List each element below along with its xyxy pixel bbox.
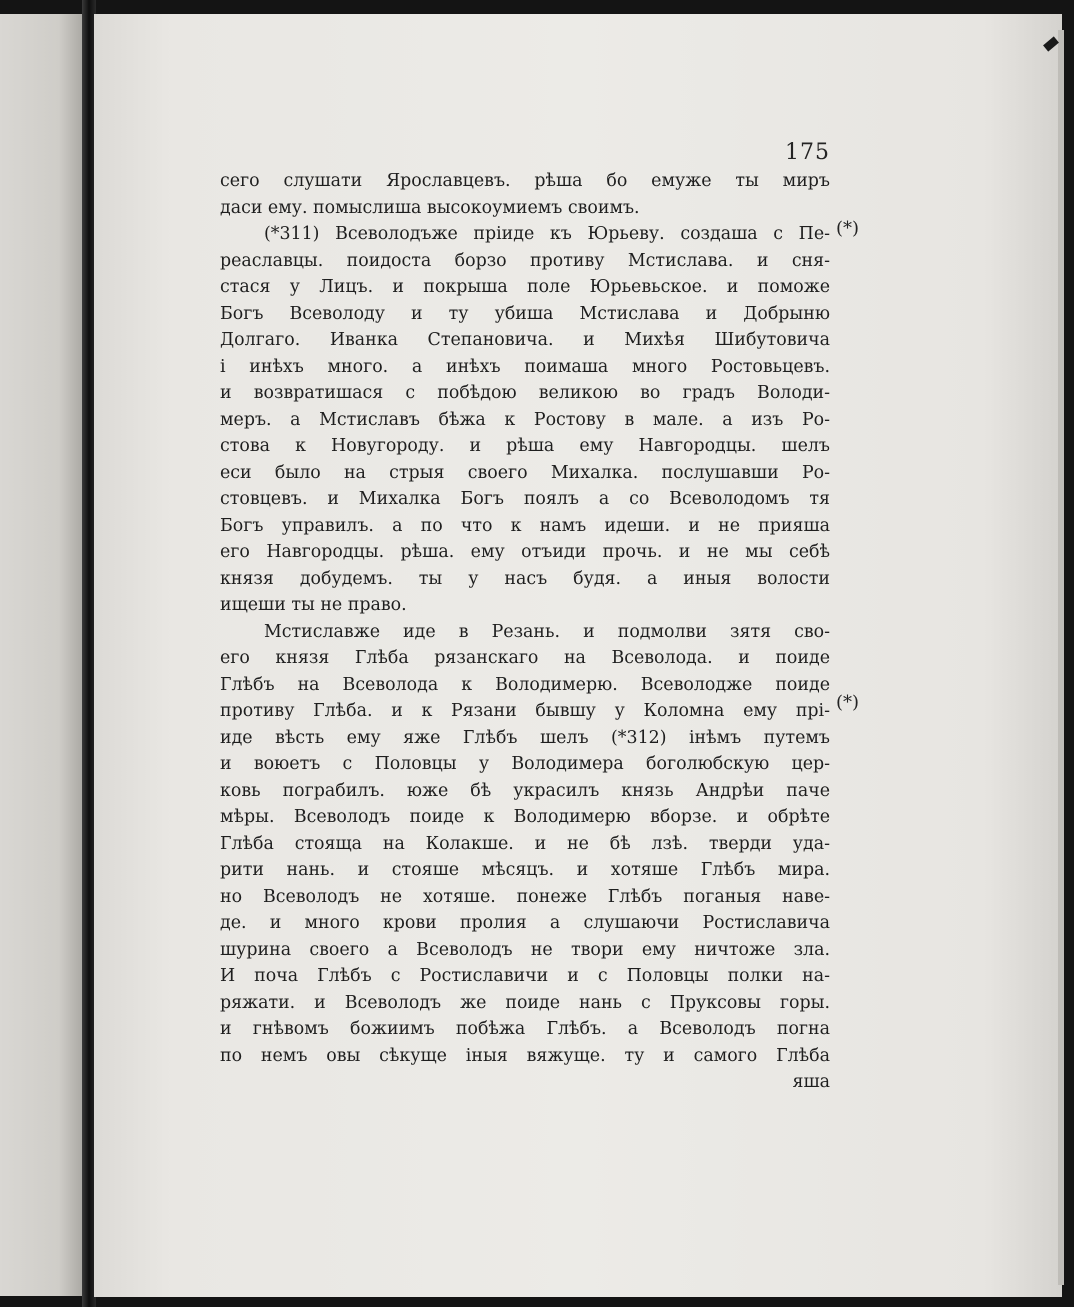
text-line: і инѣхъ много. а инѣхъ поимаша много Ростовьцевъ. <box>220 356 830 377</box>
text-line: даси ему. помыслиша высокоумиемъ своимъ. <box>220 197 640 218</box>
text-line: по немъ овы сѣкуще іныя вяжуще. ту и самого Глѣба <box>220 1045 830 1066</box>
text-line: де. и много крови пролия а слушаючи Ростиславича <box>220 913 830 933</box>
page-number: 175 <box>785 140 830 165</box>
text-line: реаславцы. поидоста борзо противу Мстислава. и сня- <box>220 250 830 271</box>
text-line: мѣры. Всеволодъ поиде к Володимерю вборзе. и обрѣте <box>220 807 830 827</box>
text-line: и воюетъ с Половцы у Володимера боголюбскую цер- <box>220 754 830 774</box>
text-line: стовцевъ. и Михалка Богъ поялъ а со Всеволодомъ тя <box>220 489 830 509</box>
text-line: и гнѣвомъ божиимъ побѣжа Глѣбъ. а Всеволодъ погна <box>220 1019 830 1039</box>
text-line: меръ. а Мстиславъ бѣжа к Ростову в мале. а изъ Ро- <box>220 409 830 430</box>
text-line: Долгаго. Иванка Степановича. и Михѣя Шибутовича <box>220 330 830 350</box>
text-line: но Всеволодъ не хотяше. понеже Глѣбъ поганыя наве- <box>220 886 830 907</box>
text-line: его князя Глѣба рязанскаго на Всеволода. и поиде <box>220 648 830 668</box>
catchword: яша <box>792 1072 830 1092</box>
text-line: князя добудемъ. ты у насъ будя. а иныя волости <box>220 568 830 589</box>
text-line: стова к Новугороду. и рѣша ему Навгородцы. шелъ <box>220 436 830 456</box>
facing-page-edge <box>0 14 84 1296</box>
text-line: ковь пограбилъ. юже бѣ украсилъ князь Андрѣи паче <box>220 780 830 801</box>
page-fore-edge <box>1058 30 1064 1285</box>
text-line: иде вѣсть ему яже Глѣбъ шелъ (*312) інѣмъ путемъ <box>220 727 830 748</box>
text-line: его Навгородцы. рѣша. ему отъиди прочь. и не мы себѣ <box>220 542 830 562</box>
text-line: шурина своего а Всеволодъ не твори ему ничтоже зла. <box>220 939 830 960</box>
text-line: противу Глѣба. и к Рязани бывшу у Коломна ему прі- <box>220 701 830 721</box>
text-line: Мстиславже иде в Резань. и подмолви зятя сво- <box>264 621 830 642</box>
text-line: ищеши ты не право. <box>220 595 407 615</box>
margin-footnote-marker: (*) <box>836 218 860 239</box>
body-text <box>220 168 830 1096</box>
text-line: Богъ управилъ. а по что к намъ идеши. и не прияша <box>220 515 830 536</box>
text-line: И поча Глѣбъ с Ростиславичи и с Половцы полки на- <box>220 966 830 986</box>
text-line: (*311) Всеволодъже пріиде къ Юрьеву. создаша с Пе- <box>264 224 830 244</box>
text-line: рити нань. и стояше мѣсяцъ. и хотяше Глѣбъ мира. <box>220 860 830 880</box>
text-line: Глѣба стояща на Колакше. и не бѣ лзѣ. тверди уда- <box>220 833 830 854</box>
text-line: и возвратишася с побѣдою великою во градъ Володи- <box>220 383 830 403</box>
text-line: Глѣбъ на Всеволода к Володимерю. Всеволодже поиде <box>220 674 830 695</box>
margin-footnote-marker: (*) <box>836 692 860 713</box>
text-line: сего слушати Ярославцевъ. рѣша бо емуже ты миръ <box>220 171 830 191</box>
text-line: ряжати. и Всеволодъ же поиде нань с Пруксовы горы. <box>220 992 830 1013</box>
text-line: Богъ Всеволоду и ту убиша Мстислава и Добрыню <box>220 303 830 324</box>
text-line: стася у Лицъ. и покрыша поле Юрьевьское. и поможе <box>220 277 830 297</box>
text-line: еси было на стрыя своего Михалка. послушавши Ро- <box>220 462 830 483</box>
